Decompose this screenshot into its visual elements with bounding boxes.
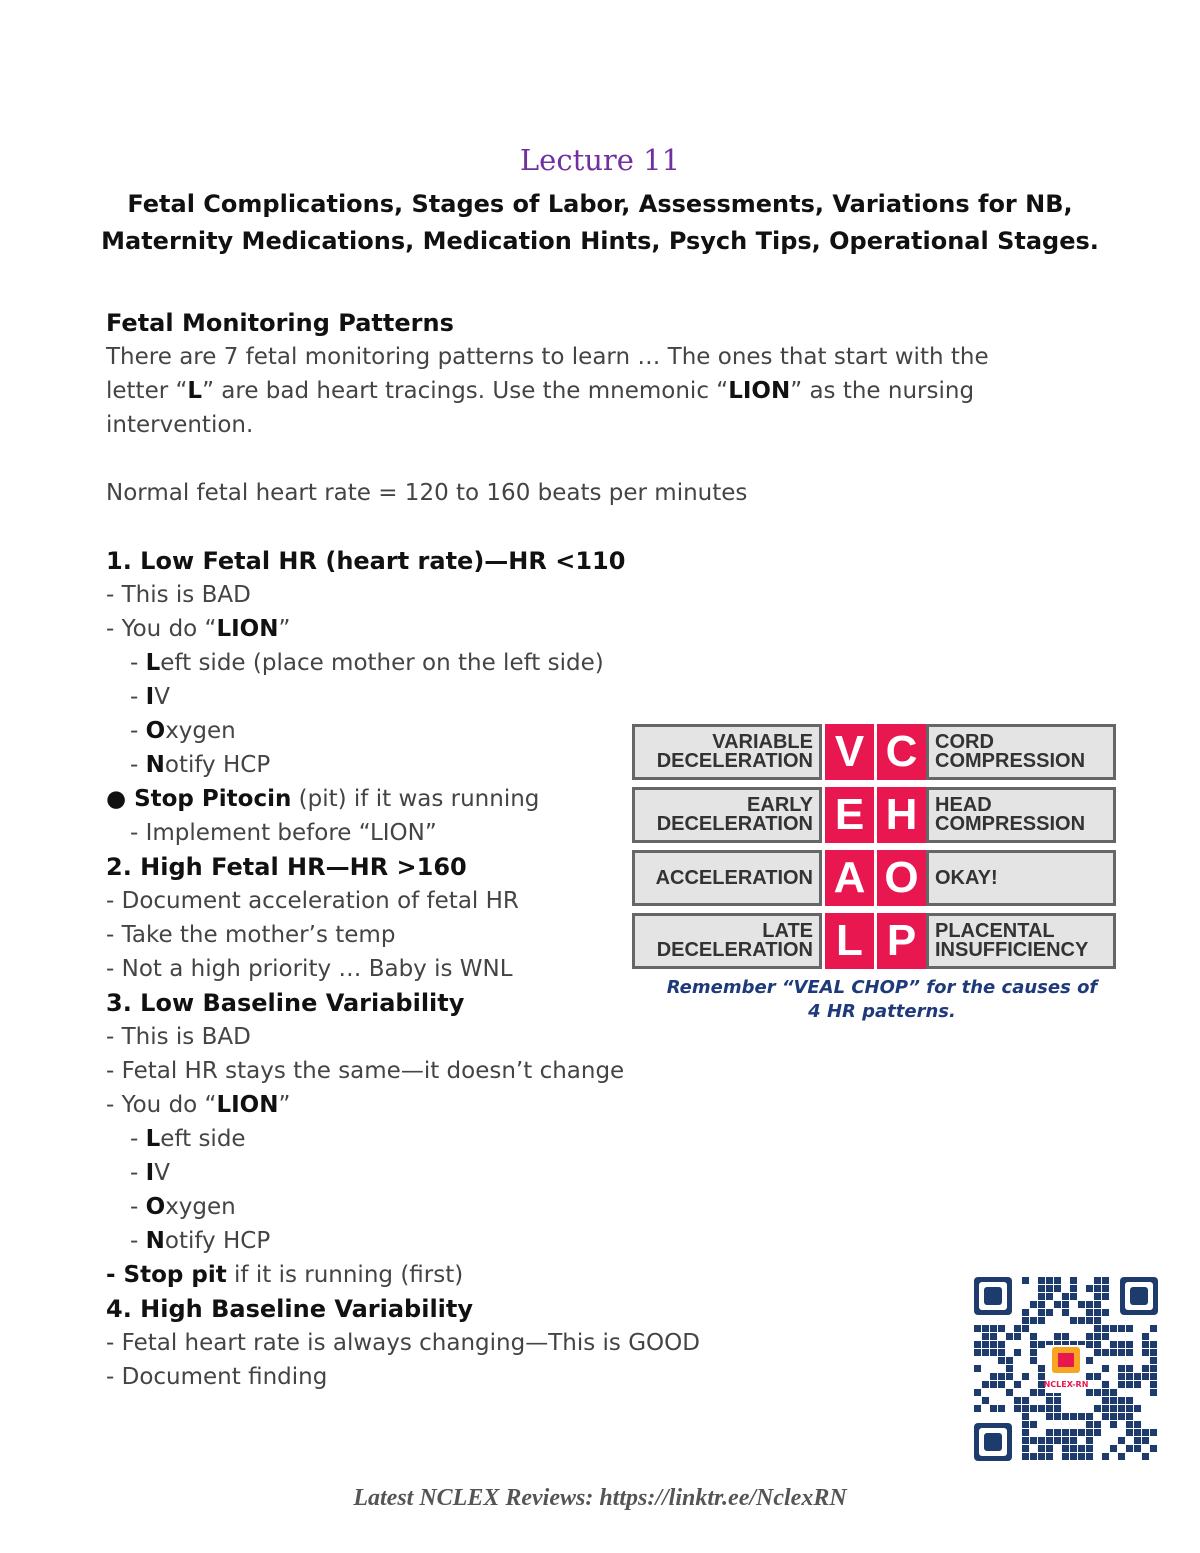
qr-module xyxy=(1038,1301,1045,1308)
footer-link[interactable]: Latest NCLEX Reviews: https://linktr.ee/NclexRN xyxy=(353,1485,847,1511)
list-item: - Not a high priority … Baby is WNL xyxy=(106,956,513,982)
qr-module xyxy=(1070,1413,1077,1420)
qr-code[interactable] xyxy=(974,1277,1158,1465)
qr-module xyxy=(1150,1429,1157,1436)
qr-module xyxy=(990,1373,997,1380)
chop-cause-label: PLACENTAL INSUFFICIENCY xyxy=(926,913,1116,969)
qr-module xyxy=(982,1333,989,1340)
qr-module xyxy=(1118,1437,1125,1444)
qr-module xyxy=(1094,1325,1101,1332)
qr-module xyxy=(998,1357,1005,1364)
qr-module xyxy=(1102,1365,1109,1372)
chop-cause-label: CORD COMPRESSION xyxy=(926,724,1116,780)
list-item: - Left side xyxy=(130,1126,246,1152)
qr-module xyxy=(974,1365,981,1372)
intro-line-2: letter “L” are bad heart tracings. Use the mnemonic “LION” as the nursing xyxy=(106,378,975,404)
qr-module xyxy=(1150,1381,1157,1388)
qr-module xyxy=(982,1349,989,1356)
qr-module xyxy=(1086,1437,1093,1444)
qr-module xyxy=(1054,1277,1061,1284)
qr-module xyxy=(1142,1437,1149,1444)
list-item: - Fetal heart rate is always changing—This is GOOD xyxy=(106,1330,700,1356)
qr-module xyxy=(1070,1317,1077,1324)
qr-module xyxy=(1078,1317,1085,1324)
qr-module xyxy=(1150,1357,1157,1364)
list-item: ● Stop Pitocin (pit) if it was running xyxy=(106,786,540,812)
qr-module xyxy=(1070,1429,1077,1436)
qr-module xyxy=(1094,1309,1101,1316)
qr-module xyxy=(1046,1437,1053,1444)
qr-module xyxy=(1118,1373,1125,1380)
qr-module xyxy=(1030,1437,1037,1444)
qr-module xyxy=(1086,1309,1093,1316)
qr-module xyxy=(1078,1301,1085,1308)
qr-module xyxy=(1126,1381,1133,1388)
qr-module xyxy=(990,1333,997,1340)
qr-module xyxy=(1134,1381,1141,1388)
qr-module xyxy=(1150,1325,1157,1332)
qr-module xyxy=(1014,1405,1021,1412)
qr-module xyxy=(1102,1413,1109,1420)
qr-module xyxy=(1038,1445,1045,1452)
qr-module xyxy=(998,1381,1005,1388)
qr-module xyxy=(1030,1341,1037,1348)
qr-module xyxy=(1030,1389,1037,1396)
qr-module xyxy=(990,1381,997,1388)
qr-module xyxy=(998,1373,1005,1380)
qr-module xyxy=(1054,1437,1061,1444)
normal-rate: Normal fetal heart rate = 120 to 160 beats per minutes xyxy=(106,480,748,506)
qr-module xyxy=(1142,1341,1149,1348)
qr-module xyxy=(1134,1373,1141,1380)
qr-module xyxy=(1142,1333,1149,1340)
qr-module xyxy=(1110,1445,1117,1452)
qr-module xyxy=(1086,1421,1093,1428)
qr-module xyxy=(1142,1349,1149,1356)
qr-module xyxy=(1022,1453,1029,1460)
qr-module xyxy=(1022,1445,1029,1452)
qr-module xyxy=(1014,1333,1021,1340)
qr-module xyxy=(1070,1445,1077,1452)
qr-module xyxy=(1126,1341,1133,1348)
qr-module xyxy=(1150,1445,1157,1452)
qr-module xyxy=(1126,1349,1133,1356)
qr-module xyxy=(1030,1453,1037,1460)
qr-module xyxy=(1118,1381,1125,1388)
qr-module xyxy=(1038,1405,1045,1412)
qr-module xyxy=(974,1405,981,1412)
qr-module xyxy=(1022,1373,1029,1380)
veal-cause-label: ACCELERATION xyxy=(632,850,822,906)
qr-module xyxy=(990,1325,997,1332)
qr-module xyxy=(1086,1301,1093,1308)
list-item: - Oxygen xyxy=(130,718,236,744)
qr-module xyxy=(1054,1301,1061,1308)
veal-cause-label: VARIABLE DECELERATION xyxy=(632,724,822,780)
qr-module xyxy=(1022,1277,1029,1284)
qr-module xyxy=(1022,1437,1029,1444)
qr-module xyxy=(982,1381,989,1388)
qr-module xyxy=(1038,1285,1045,1292)
qr-module xyxy=(1022,1405,1029,1412)
list-item: - Document finding xyxy=(106,1364,328,1390)
qr-module xyxy=(1078,1429,1085,1436)
qr-module xyxy=(1134,1429,1141,1436)
qr-module xyxy=(1094,1301,1101,1308)
qr-module xyxy=(1126,1445,1133,1452)
qr-module xyxy=(1150,1373,1157,1380)
qr-logo-text: NCLEX-RN xyxy=(1043,1380,1089,1389)
qr-module xyxy=(1006,1365,1013,1372)
qr-module xyxy=(1134,1445,1141,1452)
chop-letter: P xyxy=(877,913,926,969)
qr-module xyxy=(1070,1293,1077,1300)
list-item: - Take the mother’s temp xyxy=(106,922,396,948)
qr-module xyxy=(1094,1293,1101,1300)
qr-module xyxy=(1118,1341,1125,1348)
qr-module xyxy=(1142,1373,1149,1380)
qr-module xyxy=(1038,1309,1045,1316)
qr-module xyxy=(1030,1349,1037,1356)
section-heading: Fetal Monitoring Patterns xyxy=(106,309,454,337)
qr-module xyxy=(1022,1413,1029,1420)
veal-letter: V xyxy=(825,724,874,780)
qr-module xyxy=(1038,1365,1045,1372)
list-item: - Notify HCP xyxy=(130,1228,271,1254)
qr-module xyxy=(1022,1421,1029,1428)
qr-module xyxy=(1126,1421,1133,1428)
qr-module xyxy=(1126,1325,1133,1332)
qr-module xyxy=(1102,1285,1109,1292)
qr-module xyxy=(1086,1445,1093,1452)
qr-module xyxy=(1070,1453,1077,1460)
qr-module xyxy=(1102,1381,1109,1388)
qr-module xyxy=(1086,1341,1093,1348)
qr-module xyxy=(1126,1413,1133,1420)
qr-module xyxy=(1110,1325,1117,1332)
qr-module xyxy=(1086,1285,1093,1292)
list-item: - You do “LION” xyxy=(106,1092,291,1118)
qr-module xyxy=(1094,1317,1101,1324)
qr-module xyxy=(982,1341,989,1348)
qr-module xyxy=(1006,1357,1013,1364)
qr-module xyxy=(1086,1429,1093,1436)
qr-module xyxy=(1046,1285,1053,1292)
qr-module xyxy=(1046,1453,1053,1460)
list-item: - You do “LION” xyxy=(106,616,291,642)
qr-module xyxy=(1022,1429,1029,1436)
qr-module xyxy=(998,1405,1005,1412)
chop-letter: H xyxy=(877,787,926,843)
qr-module xyxy=(1150,1349,1157,1356)
qr-module xyxy=(1086,1373,1093,1380)
qr-module xyxy=(1102,1309,1109,1316)
qr-module xyxy=(1054,1285,1061,1292)
pattern-4-heading: 4. High Baseline Variability xyxy=(106,1295,474,1323)
qr-module xyxy=(1014,1397,1021,1404)
qr-module xyxy=(1078,1413,1085,1420)
qr-module xyxy=(1038,1293,1045,1300)
qr-module xyxy=(1038,1373,1045,1380)
qr-module xyxy=(1086,1317,1093,1324)
qr-module xyxy=(1030,1333,1037,1340)
list-item: - IV xyxy=(130,684,170,710)
qr-module xyxy=(1102,1349,1109,1356)
qr-module xyxy=(1046,1277,1053,1284)
qr-module xyxy=(1070,1285,1077,1292)
list-item: - Implement before “LION” xyxy=(130,820,437,846)
qr-module xyxy=(998,1341,1005,1348)
qr-module xyxy=(1118,1365,1125,1372)
qr-module xyxy=(1022,1309,1029,1316)
page-subtitle: Fetal Complications, Stages of Labor, Assessments, Variations for NB, Maternity Medications, Medication Hints, Psych Tips, Operational Stages. xyxy=(101,190,1099,255)
qr-module xyxy=(1102,1405,1109,1412)
qr-module xyxy=(1102,1293,1109,1300)
qr-module xyxy=(1006,1373,1013,1380)
qr-module xyxy=(1126,1405,1133,1412)
qr-module xyxy=(990,1405,997,1412)
qr-module xyxy=(1038,1389,1045,1396)
qr-module xyxy=(1070,1277,1077,1284)
qr-module xyxy=(974,1341,981,1348)
qr-module xyxy=(982,1397,989,1404)
qr-module xyxy=(1062,1309,1069,1316)
chop-cause-label: HEAD COMPRESSION xyxy=(926,787,1116,843)
qr-module xyxy=(1094,1285,1101,1292)
qr-module xyxy=(990,1349,997,1356)
qr-module xyxy=(1086,1389,1093,1396)
qr-module xyxy=(1062,1301,1069,1308)
chop-cause-label: OKAY! xyxy=(926,850,1116,906)
qr-module xyxy=(1030,1421,1037,1428)
qr-module xyxy=(1086,1453,1093,1460)
qr-module xyxy=(1062,1437,1069,1444)
qr-module xyxy=(1126,1397,1133,1404)
qr-module xyxy=(1142,1365,1149,1372)
veal-row xyxy=(632,850,1116,906)
veal-letter: A xyxy=(825,850,874,906)
qr-module xyxy=(1062,1293,1069,1300)
qr-module xyxy=(1070,1437,1077,1444)
qr-module xyxy=(1094,1429,1101,1436)
chop-letter: C xyxy=(877,724,926,780)
list-item: - This is BAD xyxy=(106,1024,251,1050)
list-item: - Notify HCP xyxy=(130,752,271,778)
qr-module xyxy=(1094,1349,1101,1356)
qr-module xyxy=(1110,1349,1117,1356)
qr-module xyxy=(1094,1421,1101,1428)
qr-module xyxy=(1046,1293,1053,1300)
list-item: - Left side (place mother on the left side) xyxy=(130,650,604,676)
qr-module xyxy=(1022,1397,1029,1404)
qr-module xyxy=(1110,1413,1117,1420)
qr-module xyxy=(1142,1429,1149,1436)
veal-chop-caption: Remember “VEAL CHOP” for the causes of 4 HR patterns. xyxy=(666,977,1098,1022)
qr-module xyxy=(1094,1341,1101,1348)
qr-module xyxy=(1054,1405,1061,1412)
qr-module xyxy=(1086,1413,1093,1420)
intro-line-3: intervention. xyxy=(106,412,254,438)
qr-module xyxy=(1030,1405,1037,1412)
qr-module xyxy=(1094,1373,1101,1380)
qr-module xyxy=(1022,1317,1029,1324)
qr-module xyxy=(1102,1333,1109,1340)
qr-module xyxy=(1046,1413,1053,1420)
qr-module xyxy=(1062,1445,1069,1452)
qr-module xyxy=(1054,1333,1061,1340)
qr-module xyxy=(1094,1333,1101,1340)
veal-row xyxy=(632,787,1116,843)
qr-module xyxy=(998,1325,1005,1332)
qr-module xyxy=(1134,1405,1141,1412)
qr-module xyxy=(974,1349,981,1356)
qr-module xyxy=(1118,1413,1125,1420)
qr-module xyxy=(1110,1405,1117,1412)
veal-letter: L xyxy=(825,913,874,969)
qr-module xyxy=(1118,1405,1125,1412)
qr-module xyxy=(1142,1453,1149,1460)
qr-module xyxy=(998,1349,1005,1356)
qr-module xyxy=(1046,1445,1053,1452)
qr-module xyxy=(1038,1453,1045,1460)
veal-row xyxy=(632,724,1116,780)
qr-module xyxy=(1022,1325,1029,1332)
qr-module xyxy=(1126,1365,1133,1372)
list-item: - IV xyxy=(130,1160,170,1186)
list-item: - Oxygen xyxy=(130,1194,236,1220)
qr-module xyxy=(1118,1397,1125,1404)
qr-module xyxy=(1102,1397,1109,1404)
qr-module xyxy=(1030,1301,1037,1308)
veal-chop-figure xyxy=(632,724,1116,976)
qr-module xyxy=(1006,1389,1013,1396)
pattern-2-heading: 2. High Fetal HR—HR >160 xyxy=(106,853,467,881)
qr-module xyxy=(1094,1277,1101,1284)
qr-module xyxy=(1110,1389,1117,1396)
qr-module xyxy=(1062,1413,1069,1420)
qr-module xyxy=(1038,1437,1045,1444)
qr-module xyxy=(1038,1317,1045,1324)
qr-module xyxy=(1102,1453,1109,1460)
qr-module xyxy=(1006,1333,1013,1340)
list-item: - This is BAD xyxy=(106,582,251,608)
qr-module xyxy=(1150,1341,1157,1348)
qr-module xyxy=(1030,1317,1037,1324)
qr-module xyxy=(1118,1349,1125,1356)
qr-module xyxy=(1062,1333,1069,1340)
qr-module xyxy=(1150,1365,1157,1372)
qr-module xyxy=(1046,1309,1053,1316)
qr-module xyxy=(1038,1277,1045,1284)
chop-letter: O xyxy=(877,850,926,906)
qr-module xyxy=(990,1341,997,1348)
pattern-1-heading: 1. Low Fetal HR (heart rate)—HR <110 xyxy=(106,547,626,575)
list-item: - Stop pit if it is running (first) xyxy=(106,1262,464,1288)
qr-module xyxy=(1062,1453,1069,1460)
qr-module xyxy=(974,1325,981,1332)
qr-module xyxy=(974,1389,981,1396)
qr-module xyxy=(1134,1421,1141,1428)
qr-module xyxy=(1094,1389,1101,1396)
qr-module xyxy=(1150,1389,1157,1396)
qr-module xyxy=(1054,1413,1061,1420)
qr-module xyxy=(1038,1341,1045,1348)
qr-module xyxy=(1014,1349,1021,1356)
qr-module xyxy=(1046,1429,1053,1436)
qr-module xyxy=(1014,1325,1021,1332)
intro-line-1: There are 7 fetal monitoring patterns to learn … The ones that start with the xyxy=(106,344,989,370)
qr-module xyxy=(1102,1277,1109,1284)
qr-module xyxy=(1102,1389,1109,1396)
qr-module xyxy=(1086,1333,1093,1340)
qr-module xyxy=(1110,1341,1117,1348)
qr-module xyxy=(1062,1429,1069,1436)
qr-module xyxy=(1054,1429,1061,1436)
qr-code-graphic xyxy=(974,1277,1158,1461)
qr-module xyxy=(1030,1357,1037,1364)
qr-module xyxy=(1054,1397,1061,1404)
qr-module xyxy=(1046,1405,1053,1412)
list-item: - Document acceleration of fetal HR xyxy=(106,888,519,914)
veal-row xyxy=(632,913,1116,969)
qr-module xyxy=(1118,1453,1125,1460)
list-item: - Fetal HR stays the same—it doesn’t change xyxy=(106,1058,625,1084)
qr-module xyxy=(1118,1325,1125,1332)
qr-module xyxy=(982,1325,989,1332)
qr-module xyxy=(1078,1445,1085,1452)
qr-module xyxy=(1126,1429,1133,1436)
pattern-3-heading: 3. Low Baseline Variability xyxy=(106,989,465,1017)
qr-module xyxy=(1110,1397,1117,1404)
veal-cause-label: LATE DECELERATION xyxy=(632,913,822,969)
qr-module xyxy=(1126,1373,1133,1380)
qr-module xyxy=(1094,1405,1101,1412)
qr-module xyxy=(1102,1325,1109,1332)
qr-module xyxy=(1110,1421,1117,1428)
qr-module xyxy=(1134,1437,1141,1444)
veal-letter: E xyxy=(825,787,874,843)
qr-module xyxy=(1078,1453,1085,1460)
qr-module xyxy=(1086,1357,1093,1364)
page-title: Lecture 11 xyxy=(519,143,681,177)
veal-cause-label: EARLY DECELERATION xyxy=(632,787,822,843)
qr-module xyxy=(1014,1381,1021,1388)
qr-module xyxy=(1046,1397,1053,1404)
